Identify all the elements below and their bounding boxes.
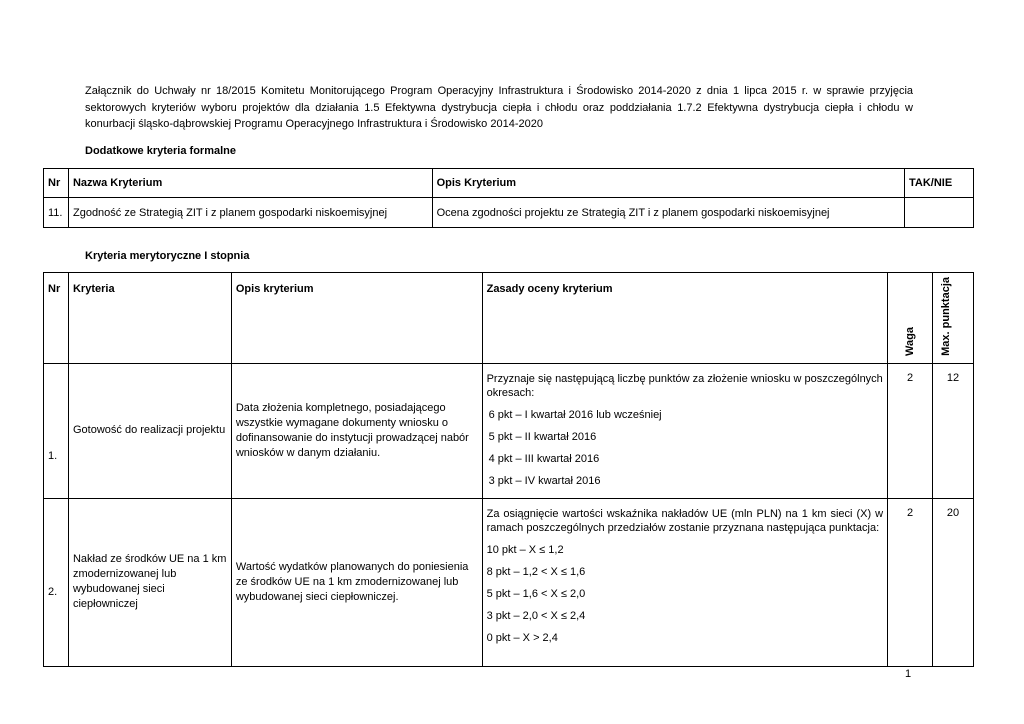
cell-yesno (904, 198, 973, 228)
cell-rules (482, 363, 887, 498)
rule-line: 3 pkt – IV kwartał 2016 (488, 474, 601, 487)
col-header-name: Nazwa Kryterium (68, 169, 432, 198)
formal-criteria-heading: Dodatkowe kryteria formalne (85, 145, 236, 157)
formal-criteria-table (43, 168, 974, 228)
merit-criteria-heading: Kryteria merytoryczne I stopnia (85, 250, 250, 262)
rule-line: 4 pkt – III kwartał 2016 (488, 452, 600, 465)
cell-max: 20 (932, 498, 973, 666)
cell-weight: 2 (888, 363, 933, 498)
rule-line: 3 pkt – 2,0 < X ≤ 2,4 (486, 609, 586, 622)
col-header-weight (888, 273, 933, 364)
col-header-max (932, 273, 973, 364)
table-row (44, 498, 974, 666)
cell-nr: 11. (44, 198, 69, 228)
cell-nr: 1. (44, 363, 69, 498)
cell-rules (482, 498, 887, 666)
cell-weight: 2 (888, 498, 933, 666)
max-label: Max. punktacja (939, 277, 952, 356)
page-number: 1 (905, 668, 912, 680)
rules-intro: Za osiągnięcie wartości wskaźnika nakładów UE (mln PLN) na 1 km sieci (X) w ramach poszczególnych przedziałów zostanie przyznana następująca punktacja: (486, 507, 884, 535)
rule-line: 0 pkt – X > 2,4 (486, 631, 558, 644)
table-row (44, 363, 974, 498)
cell-desc: Ocena zgodności projektu ze Strategią ZIT i z planem gospodarki niskoemisyjnej (432, 198, 904, 228)
cell-criteria: Nakład ze środków UE na 1 km zmodernizowanej lub wybudowanej sieci ciepłowniczej (68, 498, 231, 666)
col-header-yesno: TAK/NIE (904, 169, 973, 198)
cell-name: Zgodność ze Strategią ZIT i z planem gospodarki niskoemisyjnej (68, 198, 432, 228)
col-header-criteria: Kryteria (68, 273, 231, 364)
col-header-nr: Nr (44, 169, 69, 198)
cell-max: 12 (932, 363, 973, 498)
rule-line: 10 pkt – X ≤ 1,2 (486, 543, 564, 556)
table-header-row (44, 169, 974, 198)
table-header-row (44, 273, 974, 364)
weight-label: Waga (904, 326, 917, 356)
cell-nr: 2. (44, 498, 69, 666)
rule-line: 6 pkt – I kwartał 2016 lub wcześniej (488, 408, 662, 421)
cell-criteria: Gotowość do realizacji projektu (68, 363, 231, 498)
rule-line: 8 pkt – 1,2 < X ≤ 1,6 (486, 565, 586, 578)
merit-criteria-table (43, 272, 974, 667)
rule-line: 5 pkt – II kwartał 2016 (488, 430, 597, 443)
intro-paragraph: Załącznik do Uchwały nr 18/2015 Komitetu Monitorującego Program Operacyjny Infrastruktura i Środowisko 2014-2020 z dnia 1 lipca 2015 r. w sprawie przyjęcia sektorowych kryteriów wyboru projektów dla działania 1.5 Efektywna dystrybucja ciepła i chłodu oraz poddziałania 1.7.2 Efektywna dystrybucja ciepła i chłodu w konurbacji śląsko-dąbrowskiej Programu Operacyjnego Infrastruktura i Środowisko 2014-2020 (85, 85, 913, 130)
rules-intro: Przyznaje się następującą liczbę punktów za złożenie wniosku w poszczególnych okresach: (486, 372, 883, 400)
col-header-desc: Opis kryterium (231, 273, 482, 364)
col-header-desc: Opis Kryterium (432, 169, 904, 198)
col-header-rules: Zasady oceny kryterium (482, 273, 887, 364)
col-header-nr: Nr (44, 273, 69, 364)
cell-desc: Wartość wydatków planowanych do poniesienia ze środków UE na 1 km zmodernizowanej lub wybudowanej sieci ciepłowniczej. (231, 498, 482, 666)
rule-line: 5 pkt – 1,6 < X ≤ 2,0 (486, 587, 586, 600)
cell-desc: Data złożenia kompletnego, posiadającego wszystkie wymagane dokumenty wniosku o dofinansowanie do instytucji prowadzącej nabór wniosków w danym działaniu. (231, 363, 482, 498)
table-row (44, 198, 974, 228)
